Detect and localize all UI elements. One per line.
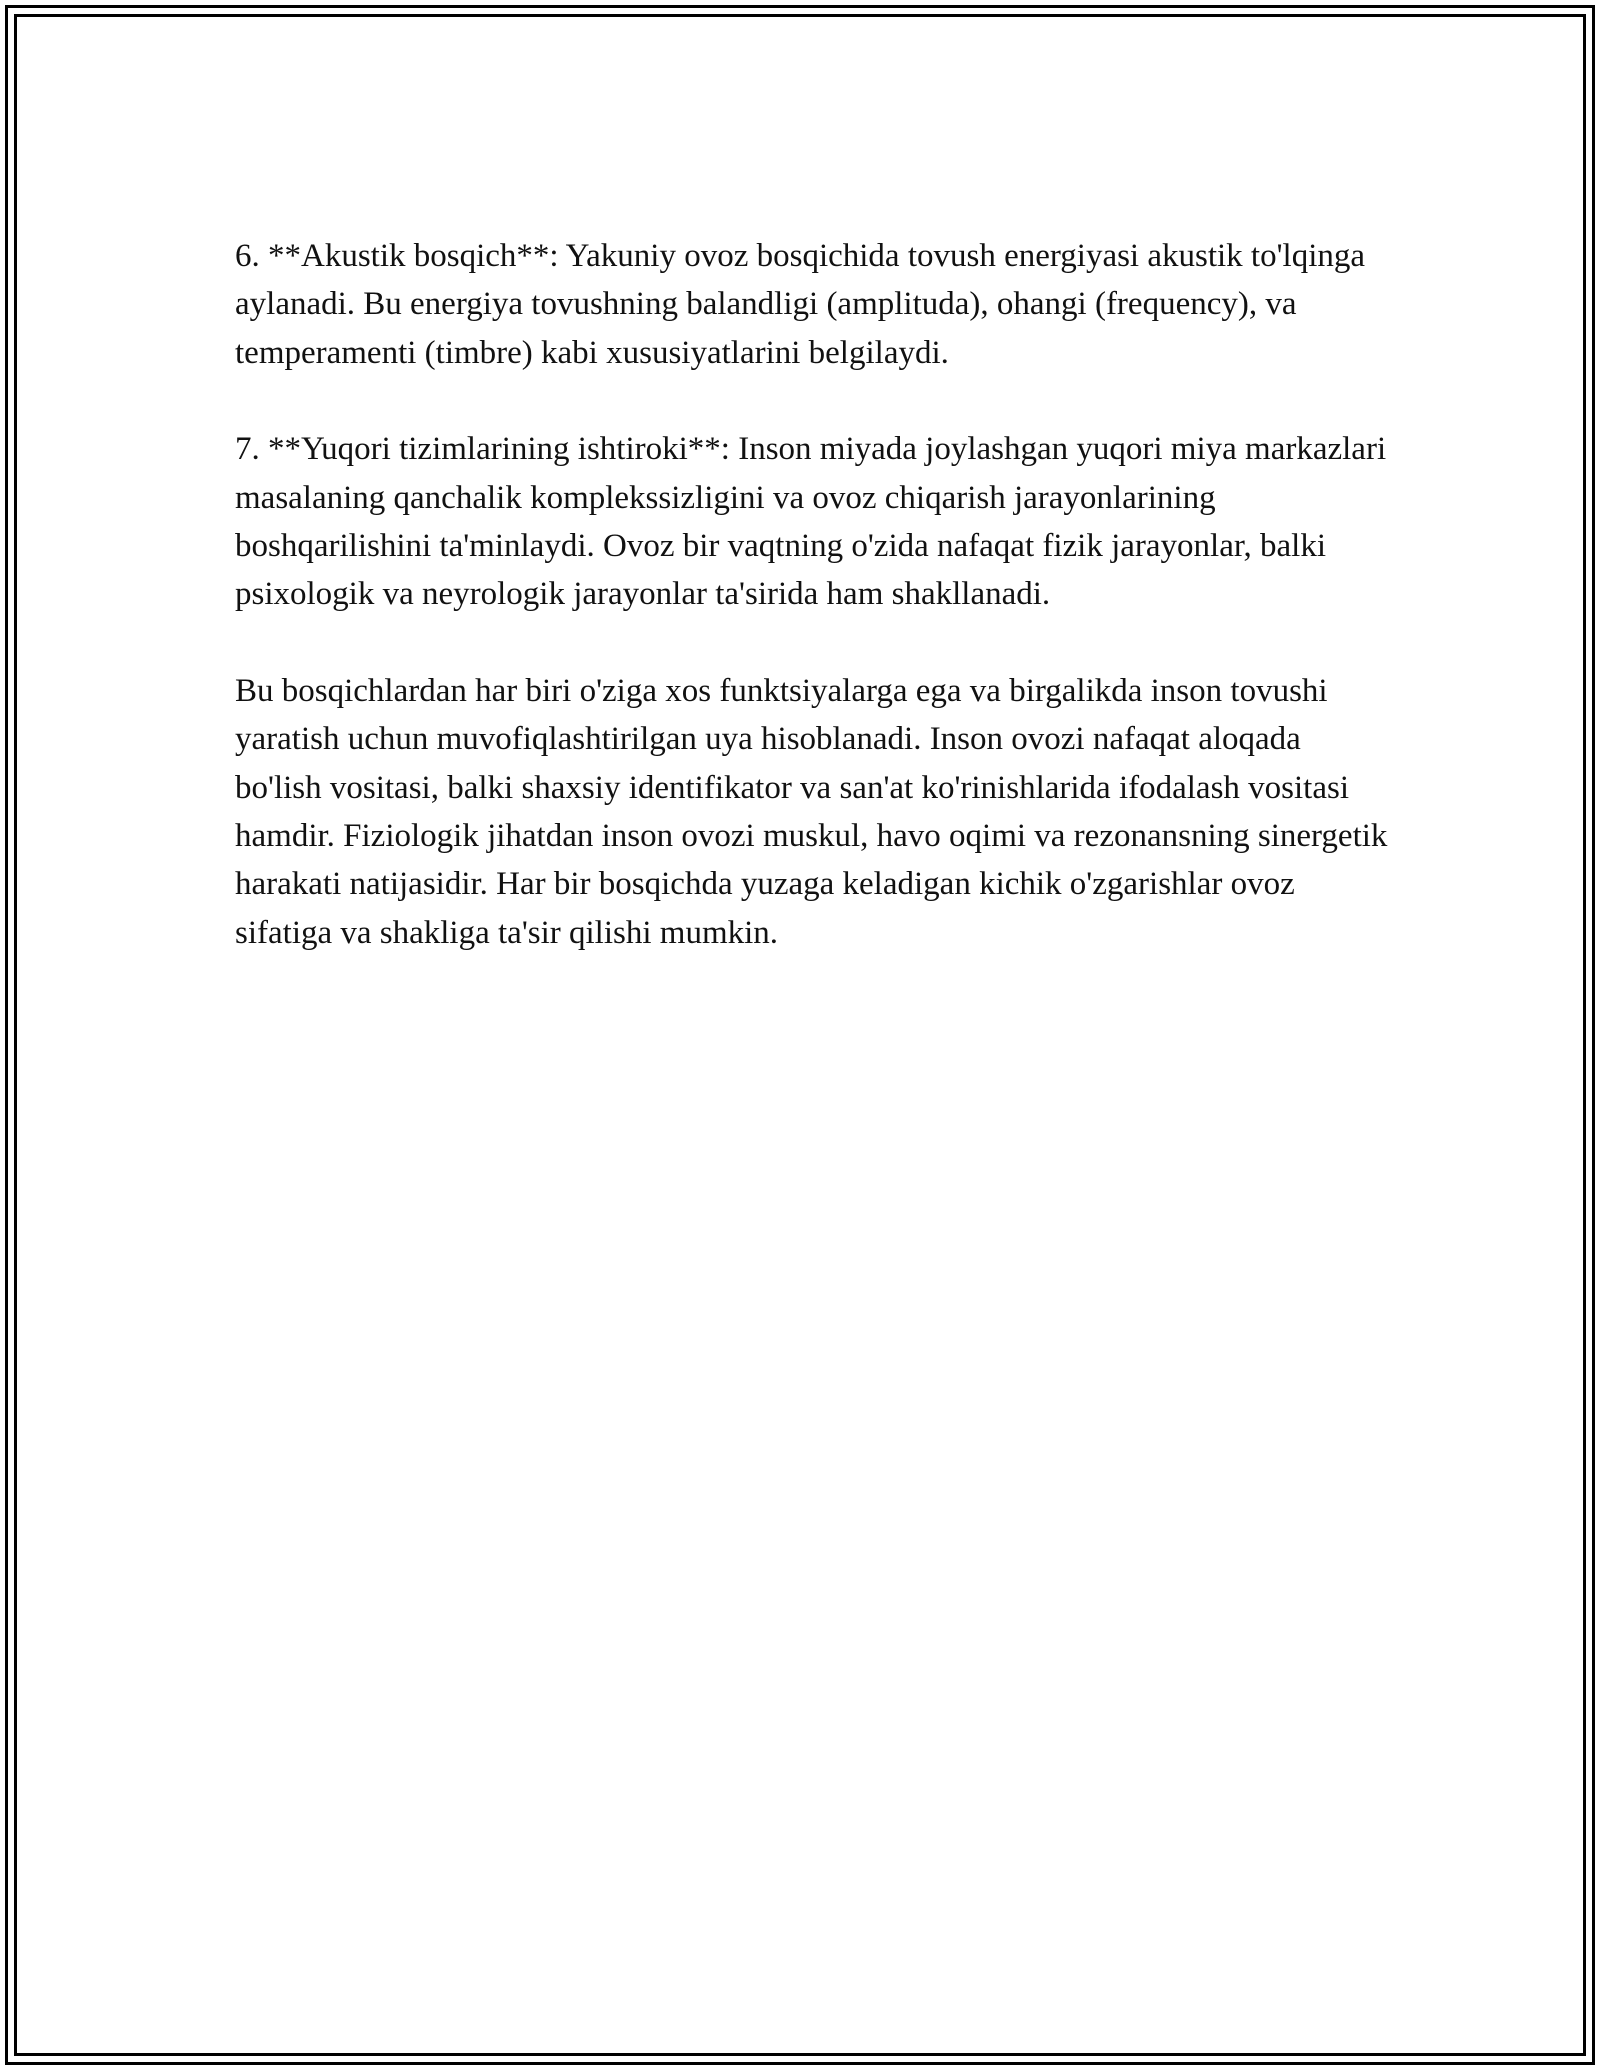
paragraph-acoustic-stage: 6. **Akustik bosqich**: Yakuniy ovoz bosqichida tovush energiyasi akustik to'lqinga aylanadi. Bu energiya tovushning balandligi (amplituda), ohangi (frequency), va temperamenti (timbre) kabi xususiyatlarini belgilaydi. [235, 238, 1366, 371]
document-body [235, 232, 1395, 1005]
paragraph-higher-systems: 7. **Yuqori tizimlarining ishtiroki**: Inson miyada joylashgan yuqori miya markazlari masalaning qanchalik komplekssizligini va ovoz chiqarish jarayonlarining boshqarilishini ta'minlaydi. Ovoz bir vaqtning o'zida nafaqat fizik jarayonlar, balki psixologik va neyrologik jarayonlar ta'sirida ham shakllanadi. [235, 431, 1387, 613]
paragraph-summary: Bu bosqichlardan har biri o'ziga xos funktsiyalarga ega va birgalikda inson tovushi yaratish uchun muvofiqlashtirilgan uya hisoblanadi. Inson ovozi nafaqat aloqada bo'lish vositasi, balki shaxsiy identifikator va san'at ko'rinishlarida ifodalash vositasi hamdir. Fiziologik jihatdan inson ovozi muskul, havo oqimi va rezonansning sinergetik harakati natijasidir. Har bir bosqichda yuzaga keladigan kichik o'zgarishlar ovoz sifatiga va shakliga ta'sir qilishi mumkin. [235, 672, 1388, 951]
